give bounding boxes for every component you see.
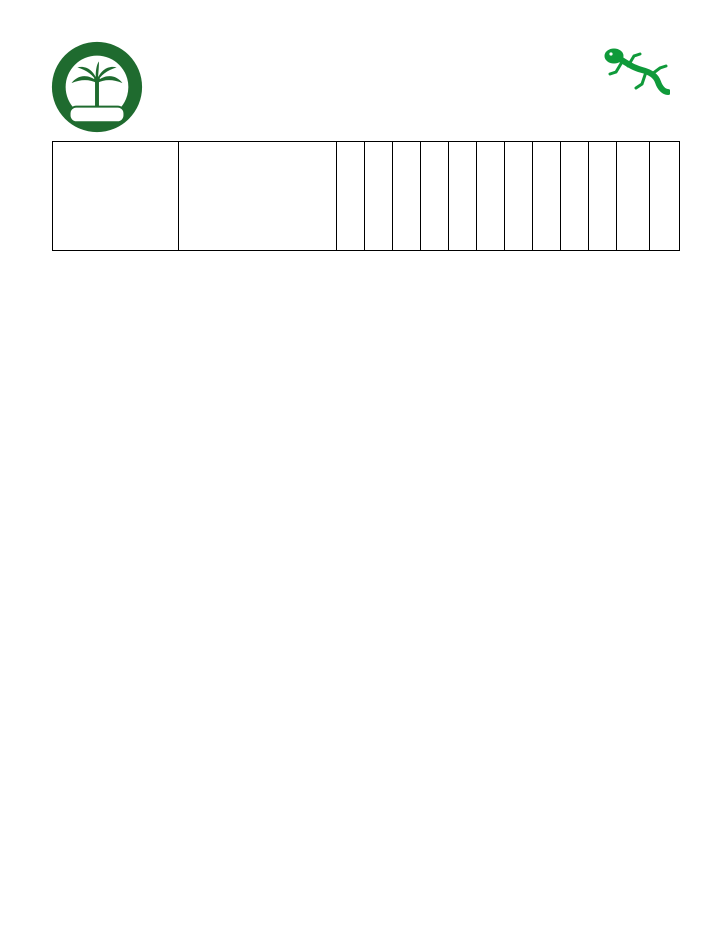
col-physical-ed: [505, 142, 533, 251]
col-music: [561, 142, 589, 251]
col-item: [53, 142, 179, 251]
col-total: [650, 142, 680, 251]
col-science: [365, 142, 393, 251]
header-row: [53, 142, 680, 251]
col-esl: [533, 142, 561, 251]
gecko-icon: [600, 42, 670, 98]
supply-table: [52, 141, 680, 251]
col-used-in-all: [617, 142, 650, 251]
school-logo: [48, 38, 146, 136]
col-description: [179, 142, 337, 251]
col-social-studies: [421, 142, 449, 251]
col-math: [393, 142, 421, 251]
col-spanish: [449, 142, 477, 251]
col-english: [337, 142, 365, 251]
col-computers: [477, 142, 505, 251]
col-art: [589, 142, 617, 251]
